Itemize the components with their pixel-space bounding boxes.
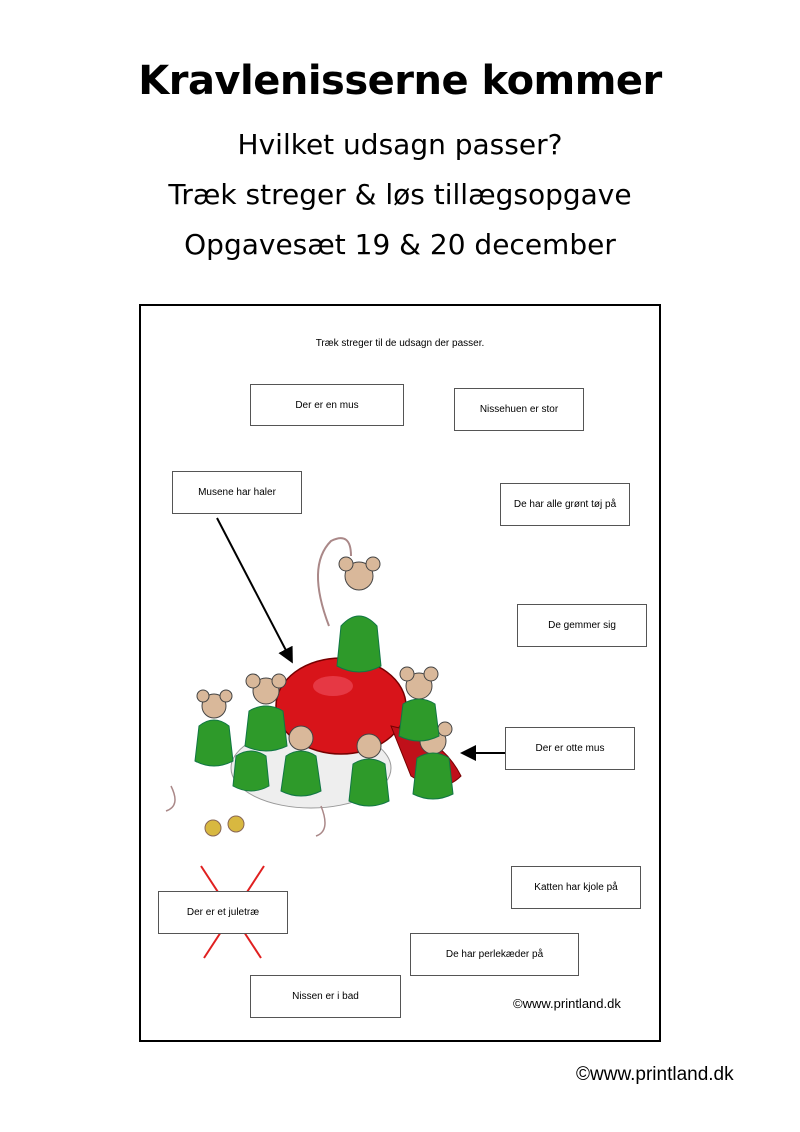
subtitle-instruction: Træk streger & løs tillægsopgave [168,178,632,211]
subtitle-date: Opgavesæt 19 & 20 december [184,228,616,261]
statement-label: Der er en mus [295,399,359,411]
page-credit: ©www.printland.dk [576,1064,734,1085]
page-title: Kravlenisserne kommer [138,58,662,104]
statement-box-nissehuen[interactable] [454,388,584,431]
worksheet-frame [139,304,661,1042]
statement-box-otte-mus[interactable] [505,727,635,770]
statement-box-nissen-bad[interactable] [250,975,401,1018]
statement-label: Katten har kjole på [534,882,618,893]
statement-label: Nissehuen er stor [479,404,559,415]
statement-label: Der er et juletræ [186,907,260,918]
statement-box-perlekaeder[interactable] [410,933,579,976]
worksheet-credit: ©www.printland.dk [513,996,621,1011]
arrow-haler [217,518,291,660]
statement-label: Der er otte mus [535,743,605,754]
statement-label: Nissen er i bad [292,991,359,1002]
statement-box-mus[interactable] [250,384,404,426]
statement-box-groent-toej[interactable] [500,483,630,526]
statement-label: Musene har haler [198,487,276,498]
statement-label: De har alle grønt tøj på [513,499,617,510]
statement-label: De har perlekæder på [445,949,544,960]
subtitle-question: Hvilket udsagn passer? [237,128,563,161]
statement-box-gemmer-sig[interactable] [517,604,647,647]
statement-box-haler[interactable] [172,471,302,514]
statement-box-katten[interactable] [511,866,641,909]
statement-label: De gemmer sig [548,620,616,631]
statement-box-juletrae[interactable] [158,891,288,934]
worksheet-instruction: Træk streger til de udsagn der passer. [315,338,485,349]
